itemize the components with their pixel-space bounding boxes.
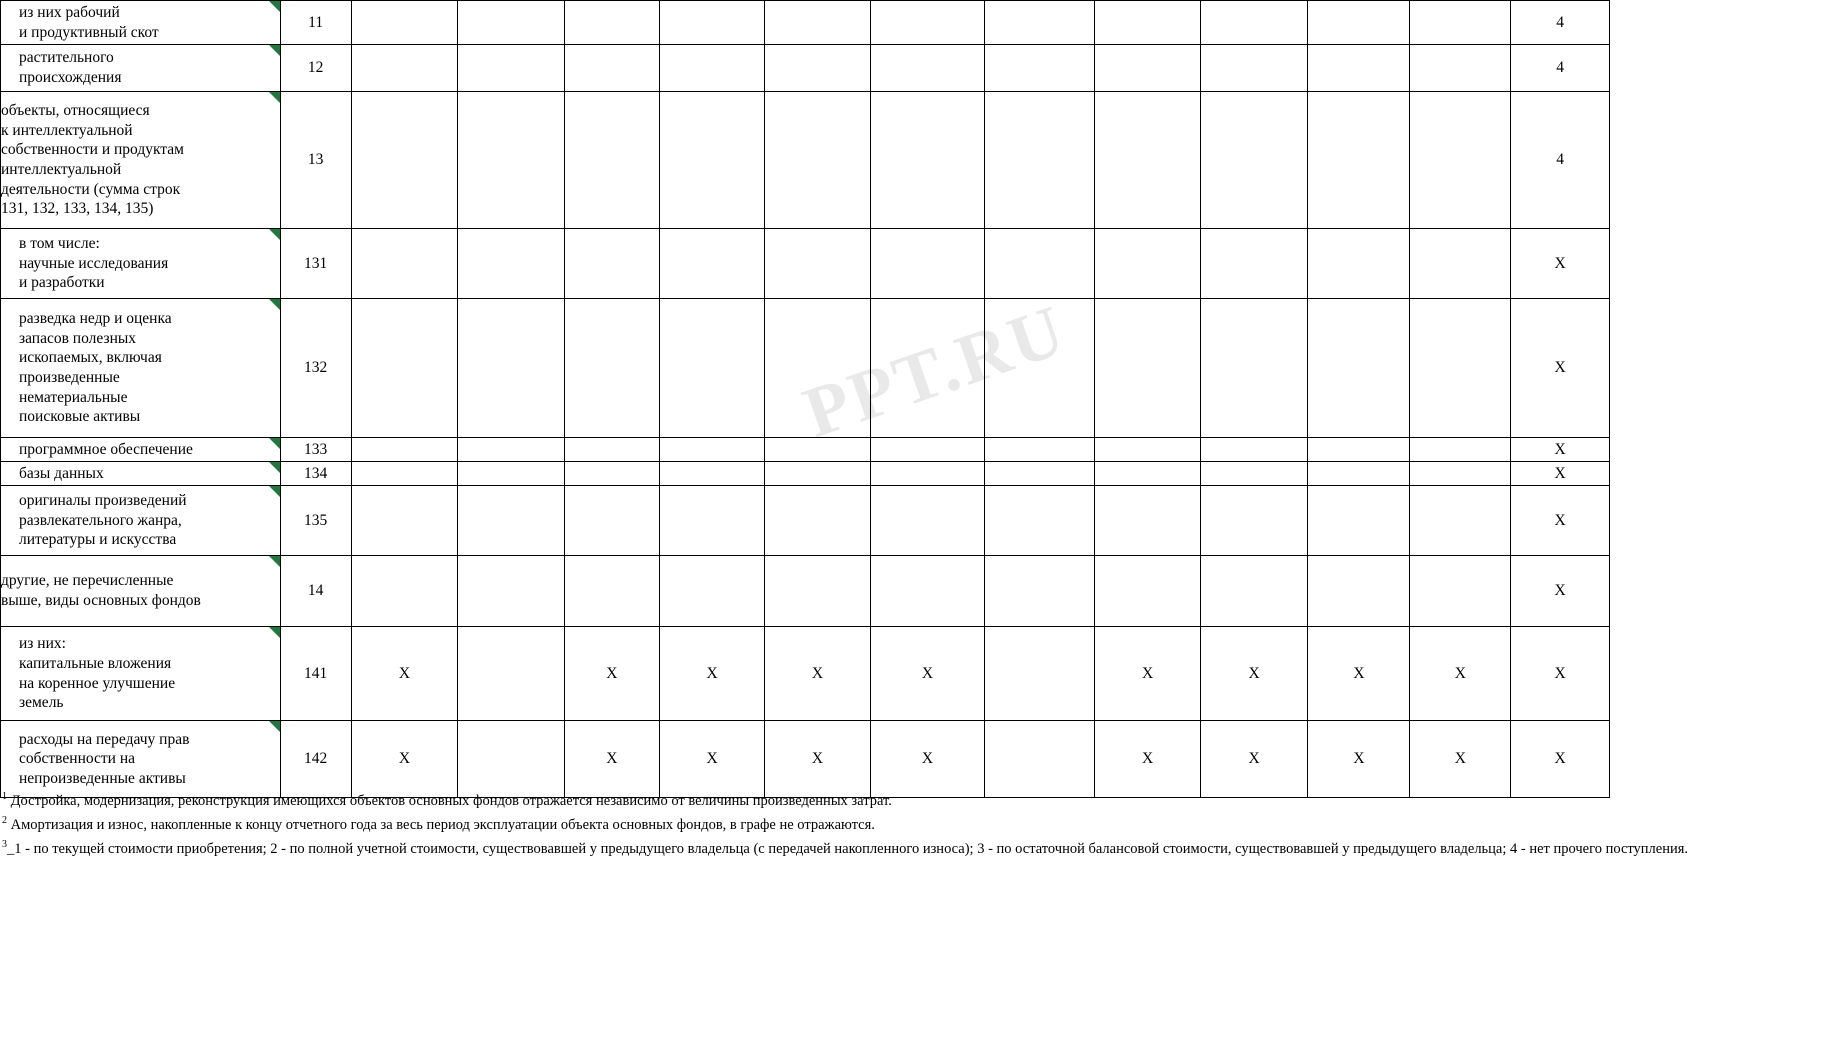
data-cell[interactable] <box>564 438 659 462</box>
data-cell[interactable] <box>870 92 985 229</box>
data-cell[interactable] <box>1308 486 1410 556</box>
row-label <box>1 438 281 462</box>
footnote-marker: 3 <box>2 838 7 850</box>
data-cell[interactable] <box>458 627 565 721</box>
data-cell[interactable] <box>1410 438 1511 462</box>
data-cell[interactable]: 4 <box>1511 1 1610 45</box>
data-cell[interactable] <box>1410 1 1511 45</box>
row-label-line: разведка недр и оценка <box>19 310 172 328</box>
data-cell[interactable] <box>1095 229 1200 299</box>
data-cell[interactable]: X <box>1200 721 1308 798</box>
row-label-line: запасов полезных <box>19 329 137 347</box>
row-label-line: выше, виды основных фондов <box>1 592 201 609</box>
row-code: 13 <box>280 92 351 229</box>
data-cell[interactable] <box>985 486 1095 556</box>
data-cell[interactable] <box>458 299 565 438</box>
data-cell[interactable] <box>564 556 659 627</box>
footnote <box>2 790 1846 811</box>
row-code: 142 <box>280 721 351 798</box>
data-cell[interactable] <box>351 462 458 486</box>
data-cell[interactable]: 4 <box>1511 45 1610 92</box>
data-cell[interactable]: 4 <box>1511 92 1610 229</box>
comment-marker-icon <box>269 627 280 638</box>
data-cell[interactable] <box>1410 299 1511 438</box>
data-cell[interactable] <box>985 45 1095 92</box>
data-cell[interactable] <box>351 556 458 627</box>
data-cell[interactable] <box>1308 462 1410 486</box>
row-label-line: в том числе: <box>19 235 100 253</box>
data-cell[interactable] <box>870 229 985 299</box>
data-cell[interactable] <box>564 486 659 556</box>
row-label-line: непроизведенные активы <box>19 769 186 787</box>
data-cell[interactable] <box>870 438 985 462</box>
row-label <box>1 556 281 627</box>
row-label-line: и разработки <box>19 274 105 292</box>
table-row <box>1 1 1846 45</box>
data-cell[interactable]: X <box>870 627 985 721</box>
row-label <box>1 721 281 798</box>
data-cell[interactable] <box>1095 45 1200 92</box>
data-cell[interactable] <box>985 92 1095 229</box>
table-row <box>1 299 1846 438</box>
data-cell[interactable] <box>1410 229 1511 299</box>
row-code: 14 <box>280 556 351 627</box>
data-cell[interactable] <box>458 486 565 556</box>
row-label-line: оригиналы произведений <box>19 492 187 510</box>
row-label-line: расходы на передачу прав <box>19 730 190 748</box>
row-code: 134 <box>280 462 351 486</box>
data-cell[interactable] <box>765 92 870 229</box>
data-cell[interactable]: X <box>351 721 458 798</box>
data-cell[interactable] <box>458 1 565 45</box>
row-label <box>1 627 281 721</box>
comment-marker-icon <box>269 229 280 240</box>
table-row <box>1 462 1846 486</box>
data-cell[interactable]: X <box>1511 438 1610 462</box>
data-cell[interactable] <box>659 486 764 556</box>
data-cell[interactable] <box>1308 45 1410 92</box>
footnotes-block <box>0 790 1846 861</box>
data-cell[interactable] <box>458 229 565 299</box>
data-cell[interactable] <box>870 556 985 627</box>
data-cell[interactable] <box>1200 438 1308 462</box>
data-cell[interactable] <box>1095 486 1200 556</box>
data-cell[interactable]: X <box>1511 627 1610 721</box>
data-cell[interactable] <box>1200 486 1308 556</box>
data-cell[interactable] <box>564 1 659 45</box>
table-row <box>1 721 1846 798</box>
data-cell[interactable] <box>765 1 870 45</box>
data-cell[interactable] <box>1095 462 1200 486</box>
footnote-text: _1 - по текущей стоимости приобретения; 2 - по полной учетной стоимости, существовавшей у предыдущего владельца (с передачей накопленного износа); 3 - по остаточной балансовой стоимости, существовавшей у предыдущего владельца; 4 - нет прочего поступления. <box>7 840 1689 857</box>
data-cell[interactable] <box>351 486 458 556</box>
data-cell[interactable] <box>564 229 659 299</box>
data-cell[interactable]: X <box>659 627 764 721</box>
data-cell[interactable]: X <box>351 627 458 721</box>
data-cell[interactable] <box>765 556 870 627</box>
data-cell[interactable] <box>985 556 1095 627</box>
data-cell[interactable]: X <box>659 721 764 798</box>
row-label-line: капитальные вложения <box>19 654 172 672</box>
data-cell[interactable] <box>659 556 764 627</box>
data-cell[interactable] <box>659 92 764 229</box>
data-cell[interactable] <box>870 486 985 556</box>
data-cell[interactable]: X <box>1511 299 1610 438</box>
data-cell[interactable] <box>1308 299 1410 438</box>
comment-marker-icon <box>269 299 280 310</box>
data-cell[interactable] <box>1410 45 1511 92</box>
data-cell[interactable] <box>870 299 985 438</box>
data-cell[interactable]: X <box>870 721 985 798</box>
data-cell[interactable] <box>564 462 659 486</box>
data-cell[interactable] <box>1308 92 1410 229</box>
comment-marker-icon <box>269 721 280 732</box>
data-cell[interactable]: X <box>1410 627 1511 721</box>
data-cell[interactable] <box>351 92 458 229</box>
data-cell[interactable] <box>659 229 764 299</box>
comment-marker-icon <box>269 462 280 473</box>
row-code: 133 <box>280 438 351 462</box>
data-cell[interactable] <box>564 299 659 438</box>
data-cell[interactable] <box>1410 462 1511 486</box>
data-cell[interactable] <box>985 438 1095 462</box>
row-label-line: развлекательного жанра, <box>19 511 182 529</box>
data-cell[interactable] <box>1095 92 1200 229</box>
row-code: 12 <box>280 45 351 92</box>
data-cell[interactable] <box>1200 229 1308 299</box>
data-cell[interactable] <box>351 1 458 45</box>
watermark: PPT.RU <box>794 289 1077 453</box>
data-cell[interactable] <box>1095 438 1200 462</box>
data-cell[interactable]: X <box>1308 721 1410 798</box>
data-cell[interactable]: X <box>564 627 659 721</box>
data-cell[interactable] <box>1200 45 1308 92</box>
data-cell[interactable] <box>458 462 565 486</box>
footnote-marker: 2 <box>2 814 7 826</box>
row-label <box>1 229 281 299</box>
data-cell[interactable] <box>458 92 565 229</box>
footnote-text: Достройка, модернизация, реконструкция имеющихся объектов основных фондов отражается независимо от величины произведенных затрат. <box>7 792 892 809</box>
row-label-line: 131, 132, 133, 134, 135) <box>1 200 154 218</box>
row-label <box>1 486 281 556</box>
row-label <box>1 45 281 92</box>
data-cell[interactable] <box>659 1 764 45</box>
row-label-line: растительного <box>19 49 114 67</box>
footnote <box>2 814 1846 835</box>
data-cell[interactable] <box>765 45 870 92</box>
row-code: 132 <box>280 299 351 438</box>
data-cell[interactable] <box>1200 1 1308 45</box>
data-cell[interactable] <box>564 92 659 229</box>
data-cell[interactable] <box>659 438 764 462</box>
data-cell[interactable] <box>1200 299 1308 438</box>
row-label-line: на коренное улучшение <box>19 674 176 692</box>
data-cell[interactable] <box>765 438 870 462</box>
row-label-line: объекты, относящиеся <box>1 102 150 120</box>
data-cell[interactable] <box>1308 556 1410 627</box>
data-cell[interactable] <box>1308 438 1410 462</box>
data-cell[interactable] <box>765 486 870 556</box>
row-label-line: из них: <box>19 635 66 653</box>
row-label-line: происхождения <box>19 69 122 86</box>
row-label-line: научные исследования <box>19 254 169 272</box>
data-cell[interactable]: X <box>1308 627 1410 721</box>
row-label-line: нематериальные <box>19 388 128 406</box>
table-row <box>1 45 1846 92</box>
row-label-line: к интеллектуальной <box>1 121 133 139</box>
data-cell[interactable]: X <box>1095 627 1200 721</box>
table-row <box>1 229 1846 299</box>
data-cell[interactable] <box>351 299 458 438</box>
data-cell[interactable] <box>870 45 985 92</box>
data-cell[interactable] <box>985 721 1095 798</box>
data-cell[interactable] <box>659 45 764 92</box>
row-code: 141 <box>280 627 351 721</box>
data-cell[interactable]: X <box>765 627 870 721</box>
data-cell[interactable]: X <box>1200 627 1308 721</box>
row-label-line: собственности на <box>19 750 136 768</box>
data-cell[interactable]: X <box>765 721 870 798</box>
data-cell[interactable] <box>1308 1 1410 45</box>
data-cell[interactable]: X <box>1511 721 1610 798</box>
data-cell[interactable] <box>458 438 565 462</box>
row-label-line: из них рабочий <box>19 3 120 21</box>
data-cell[interactable] <box>564 45 659 92</box>
table-row <box>1 438 1846 462</box>
footnote <box>2 838 1846 859</box>
data-cell[interactable] <box>1200 462 1308 486</box>
comment-marker-icon <box>269 1 280 12</box>
row-label <box>1 299 281 438</box>
row-label-line: и продуктивный скот <box>19 23 159 41</box>
row-label <box>1 92 281 229</box>
data-cell[interactable] <box>458 45 565 92</box>
data-cell[interactable] <box>870 1 985 45</box>
row-code: 135 <box>280 486 351 556</box>
data-cell[interactable] <box>351 45 458 92</box>
data-cell[interactable] <box>1095 1 1200 45</box>
row-label-line: земель <box>19 694 64 712</box>
data-cell[interactable] <box>351 229 458 299</box>
row-label-line: литературы и искусства <box>19 531 177 549</box>
data-cell[interactable] <box>985 299 1095 438</box>
row-label-line: поисковые активы <box>19 408 141 426</box>
data-cell[interactable] <box>458 721 565 798</box>
data-cell[interactable] <box>1308 229 1410 299</box>
data-cell[interactable]: X <box>564 721 659 798</box>
footnote-marker: 1 <box>2 791 7 802</box>
data-cell[interactable] <box>351 438 458 462</box>
comment-marker-icon <box>269 486 280 497</box>
table-row <box>1 486 1846 556</box>
data-cell[interactable] <box>1410 486 1511 556</box>
table-row <box>1 92 1846 229</box>
row-label-line: ископаемых, включая <box>19 349 162 367</box>
data-cell[interactable]: X <box>1095 721 1200 798</box>
data-cell[interactable] <box>1410 556 1511 627</box>
row-label-line: интеллектуальной <box>1 161 122 178</box>
data-cell[interactable] <box>1095 299 1200 438</box>
footnote-text: Амортизация и износ, накопленные к концу отчетного года за весь период эксплуатации объекта основных фондов, в графе не отражаются. <box>7 816 875 833</box>
comment-marker-icon <box>269 45 280 56</box>
row-code: 131 <box>280 229 351 299</box>
data-cell[interactable] <box>1200 556 1308 627</box>
data-cell[interactable]: X <box>1511 556 1610 627</box>
data-cell[interactable] <box>765 462 870 486</box>
data-cell[interactable] <box>765 229 870 299</box>
data-cell[interactable]: X <box>1511 486 1610 556</box>
row-label-line: программное обеспечение <box>19 440 193 458</box>
data-cell[interactable] <box>1410 92 1511 229</box>
data-cell[interactable] <box>985 1 1095 45</box>
data-cell[interactable] <box>985 229 1095 299</box>
row-label-line: базы данных <box>19 464 104 482</box>
data-cell[interactable]: X <box>1511 229 1610 299</box>
data-cell[interactable] <box>659 462 764 486</box>
data-cell[interactable] <box>985 627 1095 721</box>
row-label-line: собственности и продуктам <box>1 141 184 159</box>
data-cell[interactable] <box>870 462 985 486</box>
data-cell[interactable] <box>659 299 764 438</box>
comment-marker-icon <box>269 556 280 567</box>
comment-marker-icon <box>269 92 280 103</box>
data-cell[interactable]: X <box>1511 462 1610 486</box>
row-code: 11 <box>280 1 351 45</box>
row-label-line: произведенные <box>19 369 120 386</box>
comment-marker-icon <box>269 438 280 449</box>
table-row <box>1 556 1846 627</box>
row-label-line: деятельности (сумма строк <box>1 180 181 198</box>
data-cell[interactable]: X <box>1410 721 1511 798</box>
row-label <box>1 1 281 45</box>
data-cell[interactable] <box>1095 556 1200 627</box>
data-cell[interactable] <box>1200 92 1308 229</box>
row-label-line: другие, не перечисленные <box>1 572 174 590</box>
row-label <box>1 462 281 486</box>
table-row <box>1 627 1846 721</box>
data-cell[interactable] <box>765 299 870 438</box>
data-cell[interactable] <box>985 462 1095 486</box>
data-cell[interactable] <box>458 556 565 627</box>
